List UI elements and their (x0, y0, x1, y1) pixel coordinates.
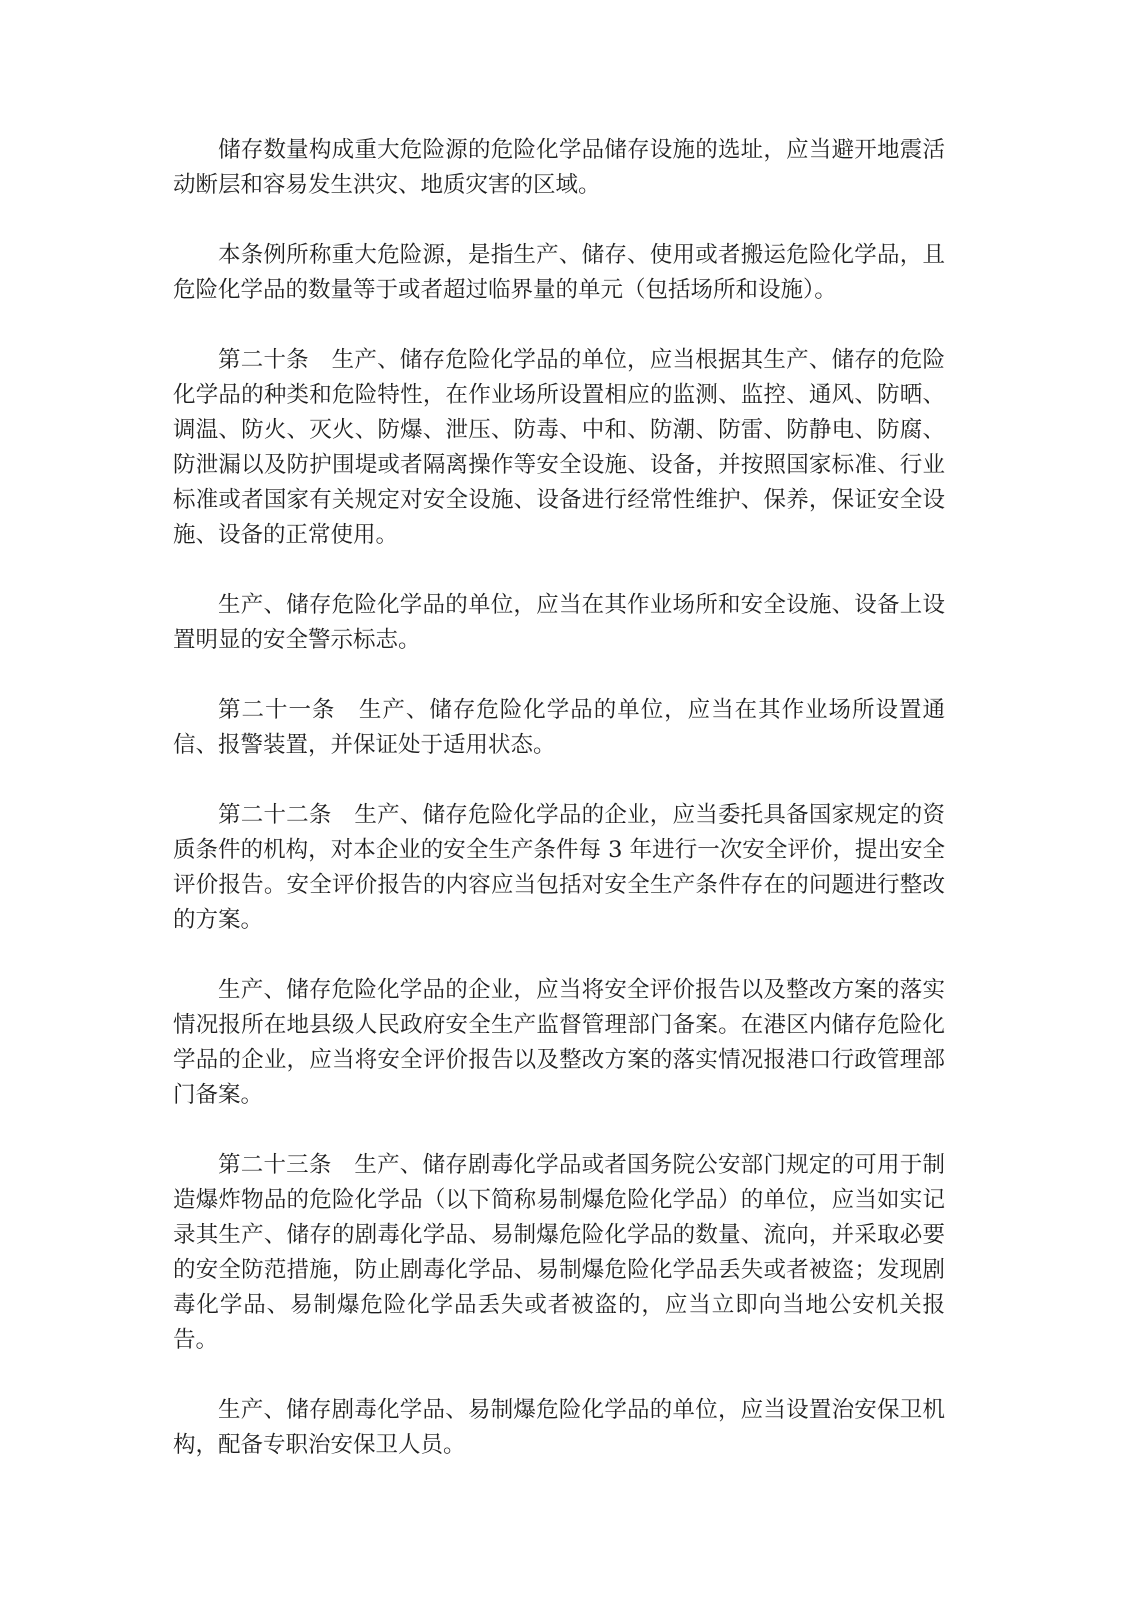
document-body (173, 133, 945, 1463)
paragraph-8: 第二十三条 生产、储存剧毒化学品或者国务院公安部门规定的可用于制造爆炸物品的危险化学品（以下简称易制爆危险化学品）的单位，应当如实记录其生产、储存的剧毒化学品、易制爆危险化学品的数量、流向，并采取必要的安全防范措施，防止剧毒化学品、易制爆危险化学品丢失或者被盗；发现剧毒化学品、易制爆危险化学品丢失或者被盗的，应当立即向当地公安机关报告。 (173, 1152, 945, 1353)
paragraph-1: 储存数量构成重大危险源的危险化学品储存设施的选址，应当避开地震活动断层和容易发生洪灾、地质灾害的区域。 (173, 137, 945, 198)
paragraph-7: 生产、储存危险化学品的企业，应当将安全评价报告以及整改方案的落实情况报所在地县级人民政府安全生产监督管理部门备案。在港区内储存危险化学品的企业，应当将安全评价报告以及整改方案的落实情况报港口行政管理部门备案。 (173, 977, 945, 1108)
paragraph-4: 生产、储存危险化学品的单位，应当在其作业场所和安全设施、设备上设置明显的安全警示标志。 (173, 592, 945, 653)
paragraph-6: 第二十二条 生产、储存危险化学品的企业，应当委托具备国家规定的资质条件的机构，对本企业的安全生产条件每 3 年进行一次安全评价，提出安全评价报告。安全评价报告的内容应当包括对安全生产条件存在的问题进行整改的方案。 (173, 802, 945, 933)
paragraph-5: 第二十一条 生产、储存危险化学品的单位，应当在其作业场所设置通信、报警装置，并保证处于适用状态。 (173, 697, 945, 758)
paragraph-2: 本条例所称重大危险源，是指生产、储存、使用或者搬运危险化学品，且危险化学品的数量等于或者超过临界量的单元（包括场所和设施）。 (173, 242, 945, 303)
paragraph-9: 生产、储存剧毒化学品、易制爆危险化学品的单位，应当设置治安保卫机构，配备专职治安保卫人员。 (173, 1397, 945, 1458)
paragraph-3: 第二十条 生产、储存危险化学品的单位，应当根据其生产、储存的危险化学品的种类和危险特性，在作业场所设置相应的监测、监控、通风、防晒、调温、防火、灭火、防爆、泄压、防毒、中和、防潮、防雷、防静电、防腐、防泄漏以及防护围堤或者隔离操作等安全设施、设备，并按照国家标准、行业标准或者国家有关规定对安全设施、设备进行经常性维护、保养，保证安全设施、设备的正常使用。 (173, 347, 945, 548)
